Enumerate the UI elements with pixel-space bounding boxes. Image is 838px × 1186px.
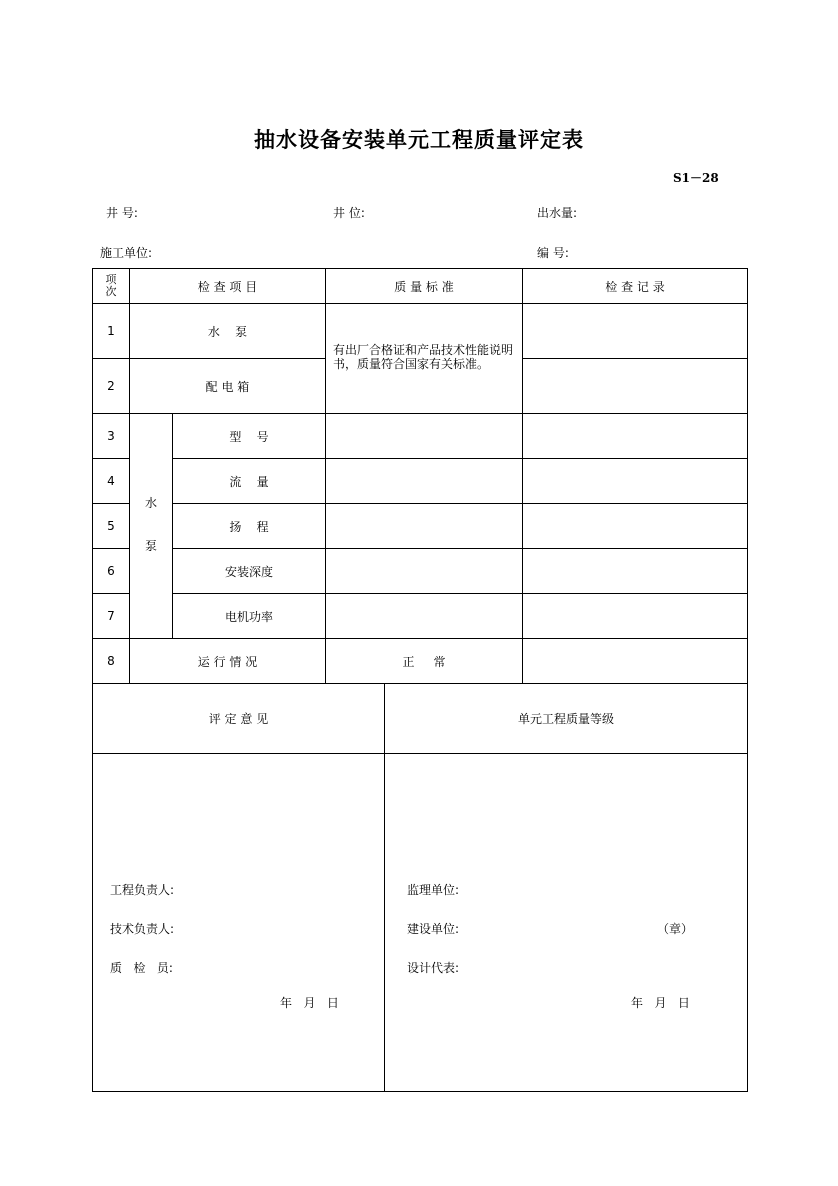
- row-number: 3: [107, 429, 115, 443]
- engineer-label: 工程负责人:: [110, 883, 175, 897]
- row-number: 1: [107, 324, 115, 338]
- item-pump: 水 泵: [207, 324, 248, 339]
- right-date-label: 年 月 日: [631, 996, 690, 1010]
- builder-label: 建设单位:: [407, 922, 460, 936]
- row-number: 6: [107, 564, 115, 578]
- col-header-record: 检 查 记 录: [605, 279, 665, 294]
- item-head: 扬 程: [229, 519, 269, 534]
- col-header-index: 项 次: [105, 273, 117, 298]
- form-code: S1－28: [673, 171, 719, 185]
- pump-group-label: 水: [144, 495, 157, 510]
- row-number: 8: [107, 654, 115, 668]
- row-number: 4: [107, 474, 115, 488]
- opinion-header: 评 定 意 见: [208, 712, 269, 726]
- serial-number-label: 编 号:: [537, 246, 569, 260]
- designer-label: 设计代表:: [407, 961, 460, 975]
- item-operation: 运 行 情 况: [197, 654, 258, 669]
- item-install-depth: 安装深度: [224, 564, 273, 579]
- construction-unit-label: 施工单位:: [100, 246, 153, 260]
- row-number: 7: [107, 609, 115, 623]
- page-title: 抽水设备安装单元工程质量评定表: [254, 127, 584, 152]
- inspector-label: 质 检 员:: [110, 961, 173, 975]
- item-flow: 流 量: [229, 474, 269, 489]
- item-model: 型 号: [229, 429, 269, 444]
- item-motor-power: 电机功率: [224, 609, 273, 624]
- tech-lead-label: 技术负责人:: [110, 922, 175, 936]
- quality-standard-text: 有出厂合格证和产品技术性能说明书，质量符合国家有关标准。: [333, 343, 514, 371]
- left-date-label: 年 月 日: [280, 996, 339, 1010]
- item-distribution-box: 配 电 箱: [205, 379, 250, 394]
- col-header-item: 检 查 项 目: [197, 279, 258, 294]
- row-number: 5: [107, 519, 115, 533]
- supervisor-label: 监理单位:: [407, 883, 460, 897]
- water-output-label: 出水量:: [537, 206, 578, 220]
- well-position-label: 井 位:: [333, 206, 365, 220]
- quality-grade-header: 单元工程质量等级: [517, 712, 614, 726]
- col-header-standard: 质 量 标 准: [394, 279, 454, 294]
- seal-label: （章）: [657, 922, 694, 936]
- row-number: 2: [107, 379, 115, 393]
- pump-group-label: 泵: [144, 538, 157, 553]
- operation-standard: 正 常: [402, 654, 446, 669]
- well-no-label: 井 号:: [106, 206, 138, 220]
